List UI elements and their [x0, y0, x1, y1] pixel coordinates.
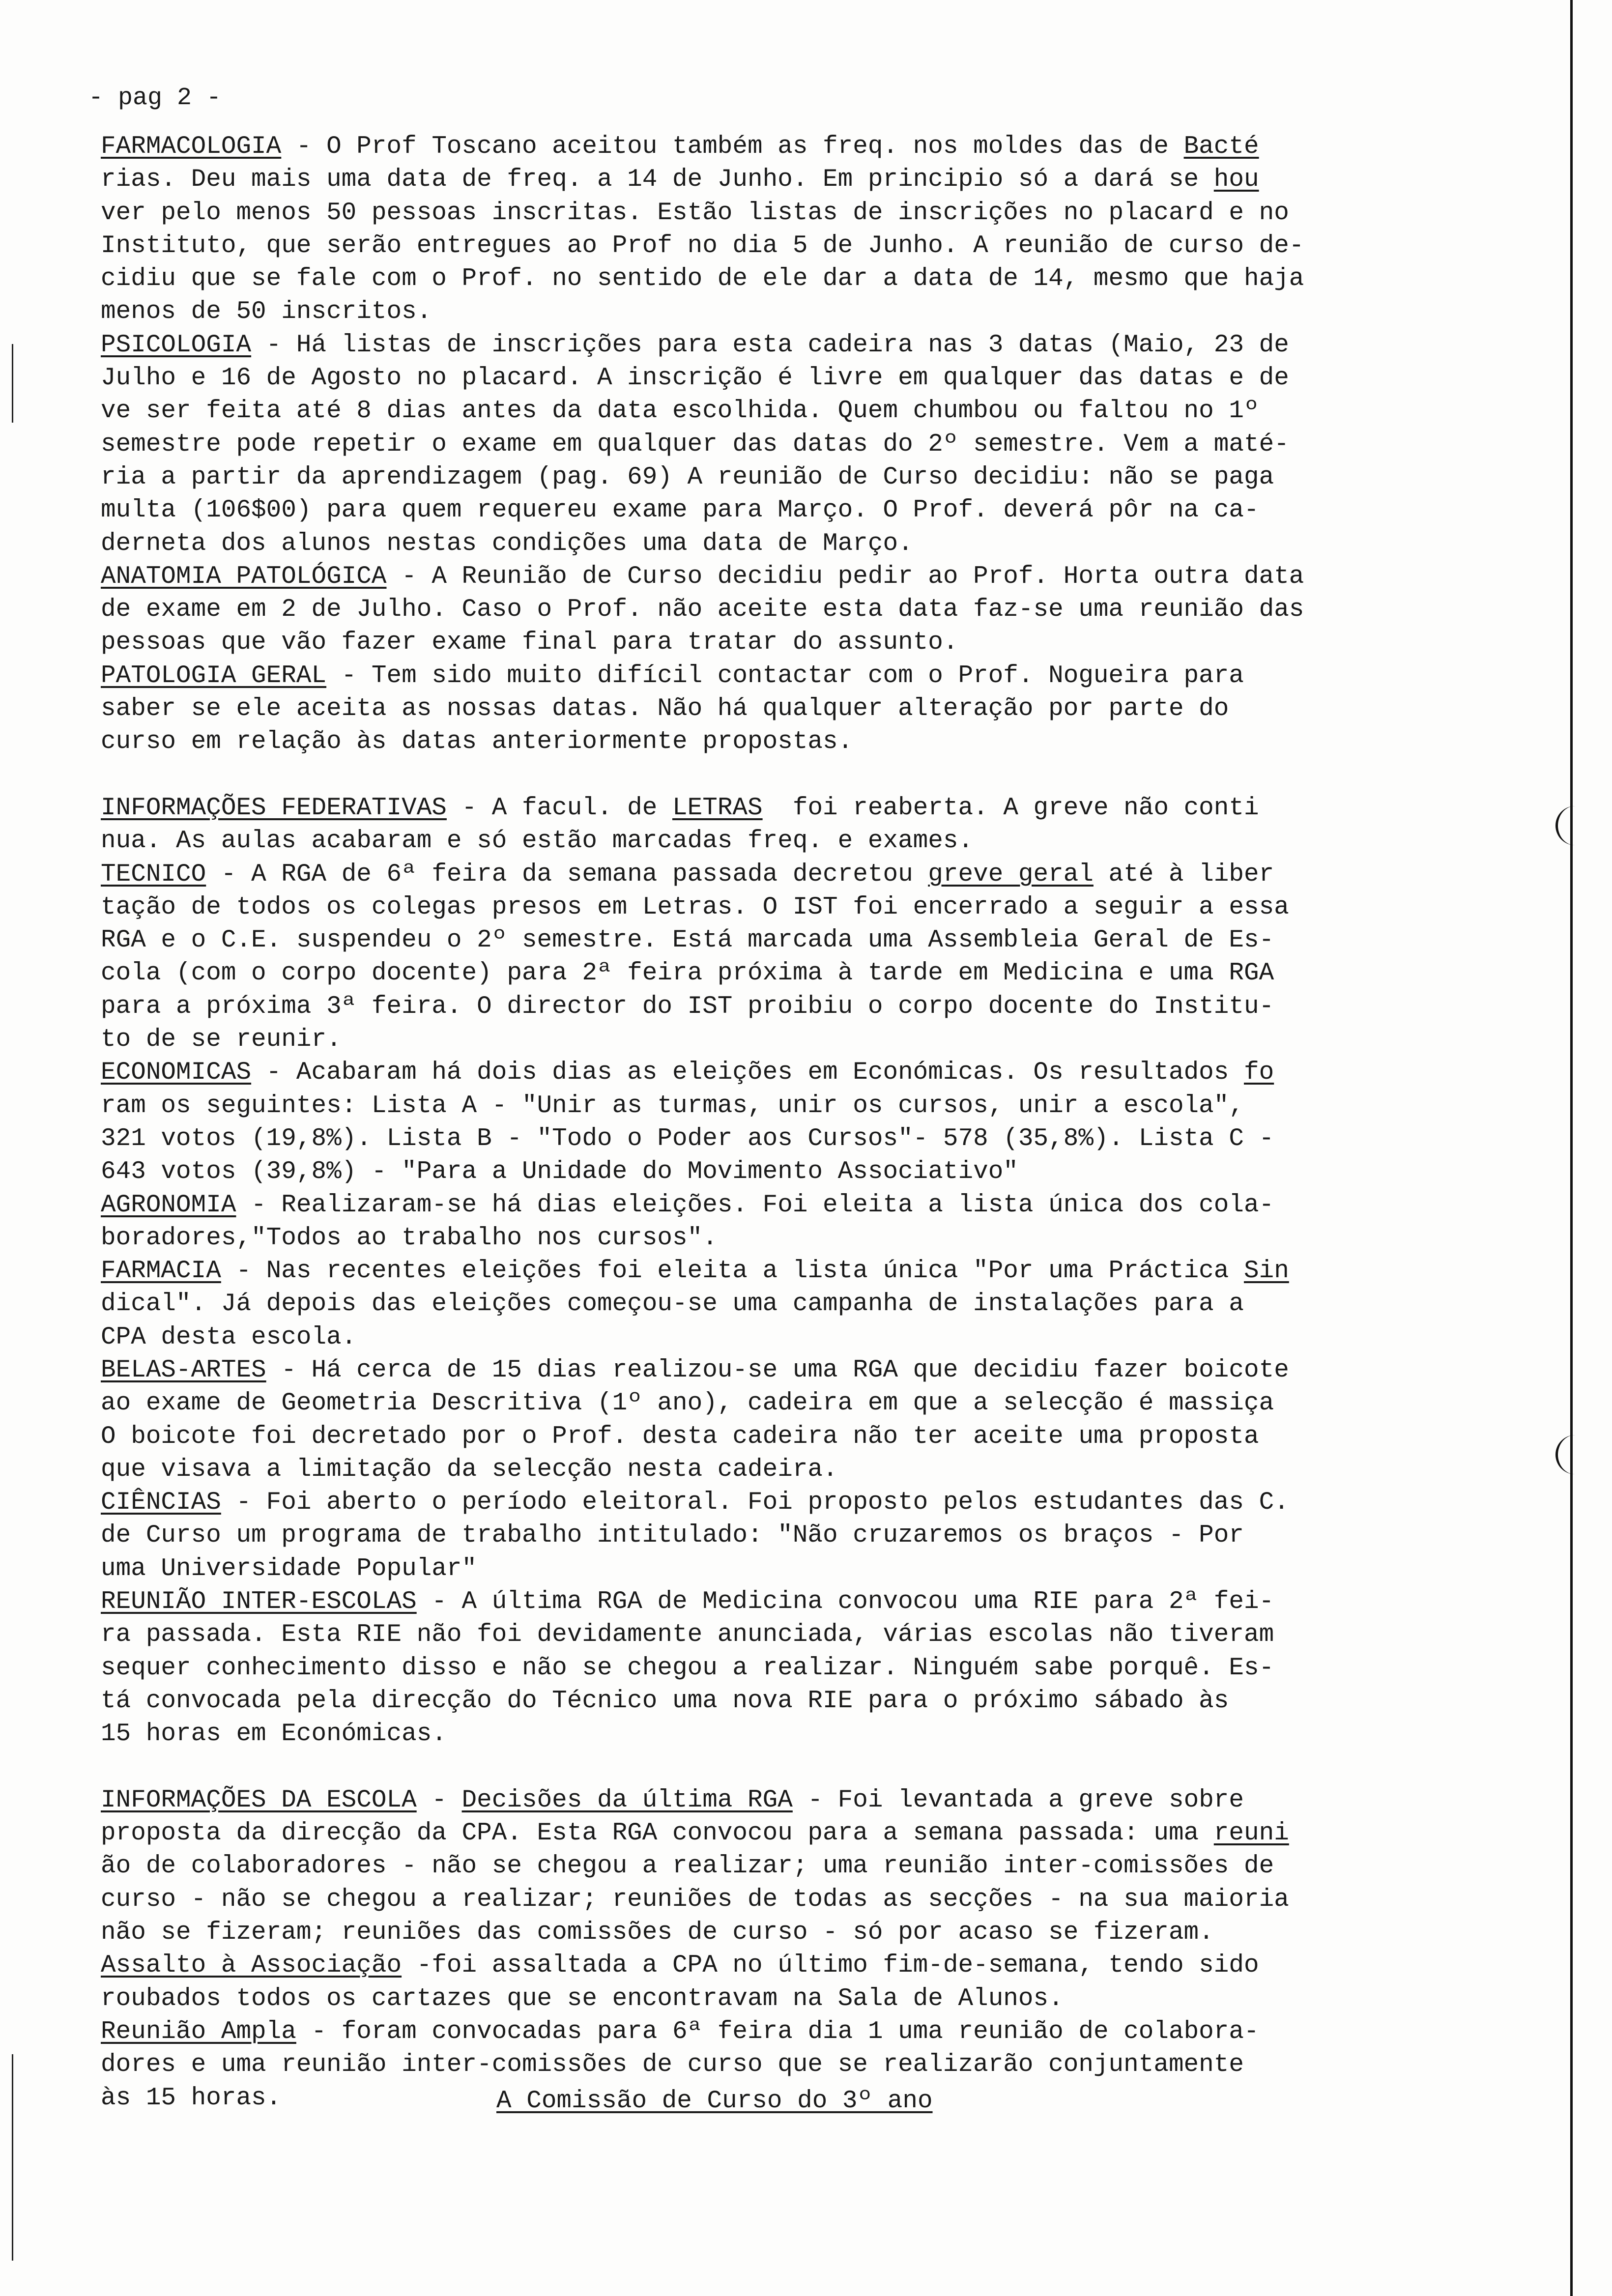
text-segment: saber se ele aceita as nossas datas. Não há qualquer alteração por parte do: [101, 695, 1229, 723]
underlined-heading: INFORMAÇÕES DA ESCOLA: [101, 1786, 417, 1814]
underlined-heading: ECONOMICAS: [101, 1059, 252, 1087]
text-line: [101, 560, 1570, 593]
text-line: [101, 891, 1570, 924]
text-line: [101, 1618, 1570, 1651]
text-line: [101, 1387, 1570, 1420]
text-line: [101, 1321, 1570, 1354]
text-line: [101, 1122, 1570, 1155]
text-line: [101, 825, 1570, 858]
text-line: [101, 1883, 1570, 1916]
text-segment: - Realizaram-se há dias eleições. Foi eleita a lista única dos cola-: [236, 1191, 1274, 1219]
underlined-heading: TECNICO: [101, 860, 206, 889]
underlined-heading: fo: [1244, 1059, 1274, 1087]
text-segment: para a próxima 3ª feira. O director do IST proibiu o corpo docente do Institu-: [101, 992, 1274, 1021]
text-segment: nua. As aulas acabaram e só estão marcadas freq. e exames.: [101, 827, 974, 856]
text-line: [101, 1420, 1570, 1453]
underlined-heading: hou: [1213, 166, 1259, 194]
text-segment: - A facul. de: [446, 794, 672, 822]
text-segment: to de se reunir.: [101, 1026, 342, 1054]
text-segment: de Curso um programa de trabalho intitulado: "Não cruzaremos os braços - Por: [101, 1521, 1244, 1550]
text-segment: não se fizeram; reuniões das comissões de curso - só por acaso se fizeram.: [101, 1919, 1214, 1947]
text-segment: menos de 50 inscritos.: [101, 298, 432, 326]
text-segment: -foi assaltada a CPA no último fim-de-semana, tendo sido: [402, 1952, 1259, 1980]
text-segment: - O Prof Toscano aceitou também as freq. nos moldes das de: [281, 133, 1184, 161]
text-segment: foi reaberta. A greve não conti: [762, 794, 1259, 822]
text-segment: ria a partir da aprendizagem (pag. 69) A reunião de Curso decidiu: não se paga: [101, 463, 1274, 491]
page-edge-line: [1570, 0, 1573, 2296]
text-segment: O boicote foi decretado por o Prof. desta cadeira não ter aceite uma proposta: [101, 1422, 1259, 1451]
underlined-heading: BELAS-ARTES: [101, 1356, 266, 1384]
text-line: [101, 362, 1570, 395]
text-segment: 321 votos (19,8%). Lista B - "Todo o Poder aos Cursos"- 578 (35,8%). Lista C -: [101, 1124, 1274, 1153]
text-segment: ve ser feita até 8 dias antes da data escolhida. Quem chumbou ou faltou no 1º: [101, 397, 1259, 426]
underlined-heading: greve geral: [928, 860, 1094, 889]
text-line: [101, 197, 1570, 230]
text-segment: proposta da direcção da CPA. Esta RGA convocou para a semana passada: uma: [101, 1819, 1214, 1848]
text-segment: curso em relação às datas anteriormente propostas.: [101, 728, 853, 756]
text-line: [101, 262, 1570, 295]
text-segment: ver pelo menos 50 pessoas inscritas. Estão listas de inscrições no placard e no: [101, 199, 1289, 227]
blank-line: [101, 759, 1570, 792]
text-segment: sequer conhecimento disso e não se chegou a realizar. Ninguém sabe porquê. Es-: [101, 1654, 1274, 1682]
text-line: [101, 163, 1570, 196]
underlined-heading: PSICOLOGIA: [101, 331, 252, 359]
text-segment: - Há listas de inscrições para esta cadeira nas 3 datas (Maio, 23 de: [251, 331, 1289, 359]
text-line: [101, 1519, 1570, 1552]
text-line: [101, 1155, 1570, 1188]
underlined-heading: AGRONOMIA: [101, 1191, 236, 1219]
text-line: [101, 593, 1570, 626]
text-line: [101, 1784, 1570, 1817]
text-segment: - Tem sido muito difícil contactar com o Prof. Nogueira para: [326, 661, 1244, 690]
text-segment: ão de colaboradores - não se chegou a realizar; uma reunião inter-comissões de: [101, 1852, 1274, 1881]
text-line: [101, 725, 1570, 758]
text-segment: derneta dos alunos nestas condições uma data de Março.: [101, 529, 913, 558]
text-segment: que visava a limitação da selecção nesta cadeira.: [101, 1455, 838, 1484]
text-segment: até à liber: [1093, 860, 1274, 889]
text-segment: roubados todos os cartazes que se encontravam na Sala de Alunos.: [101, 1984, 1064, 2013]
text-segment: tá convocada pela direcção do Técnico uma nova RIE para o próximo sábado às: [101, 1687, 1229, 1715]
text-segment: curso - não se chegou a realizar; reuniões de todas as secções - na sua maioria: [101, 1885, 1289, 1914]
text-segment: Julho e 16 de Agosto no placard. A inscrição é livre em qualquer das datas e de: [101, 364, 1289, 393]
underlined-heading: ANATOMIA PATOLÓGICA: [101, 562, 387, 591]
text-segment: uma Universidade Popular": [101, 1554, 477, 1583]
margin-mark: [12, 2054, 13, 2261]
text-line: [101, 626, 1570, 659]
underlined-heading: Sin: [1243, 1257, 1289, 1286]
text-line: [101, 660, 1570, 692]
text-line: [101, 924, 1570, 957]
text-line: [101, 1189, 1570, 1222]
text-line: [101, 1023, 1570, 1056]
text-line: [101, 494, 1570, 527]
text-segment: cidiu que se fale com o Prof. no sentido de ele dar a data de 14, mesmo que haja: [101, 265, 1304, 293]
blank-line: [101, 1751, 1570, 1784]
text-line: [101, 1453, 1570, 1486]
underlined-heading: CIÊNCIAS: [101, 1489, 221, 1517]
text-line: [101, 1916, 1570, 1949]
text-line: [101, 957, 1570, 990]
text-segment: cola (com o corpo docente) para 2ª feira próxima à tarde em Medicina e uma RGA: [101, 959, 1274, 988]
text-line: [101, 1255, 1570, 1288]
underlined-heading: Bacté: [1183, 133, 1259, 161]
document-body: [101, 130, 1570, 2115]
text-segment: rias. Deu mais uma data de freq. a 14 de Junho. Em principio só a dará se: [101, 166, 1214, 194]
underlined-heading: Decisões da última RGA: [461, 1786, 793, 1814]
underlined-heading: Assalto à Associação: [101, 1952, 402, 1980]
text-line: [101, 1486, 1570, 1519]
text-segment: - Nas recentes eleições foi eleita a lista única "Por uma Práctica: [221, 1257, 1244, 1286]
text-line: [101, 295, 1570, 328]
text-line: [101, 1718, 1570, 1751]
text-segment: 643 votos (39,8%) - "Para a Unidade do Movimento Associativo": [101, 1158, 1018, 1186]
text-line: [101, 1949, 1570, 1982]
text-segment: ra passada. Esta RIE não foi devidamente anunciada, várias escolas não tiveram: [101, 1621, 1274, 1649]
page-number: - pag 2 -: [88, 84, 222, 112]
text-line: [101, 1222, 1570, 1255]
text-segment: 15 horas em Económicas.: [101, 1720, 447, 1749]
text-segment: dores e uma reunião inter-comissões de curso que se realizarão conjuntamente: [101, 2051, 1244, 2079]
text-segment: - Acabaram há dois dias as eleições em Económicas. Os resultados: [251, 1059, 1244, 1087]
underlined-heading: Reunião Ampla: [101, 2017, 296, 2046]
underlined-heading: reuni: [1213, 1819, 1289, 1848]
text-line: [101, 1354, 1570, 1387]
text-segment: boradores,"Todos ao trabalho nos cursos".: [101, 1224, 718, 1252]
text-segment: pessoas que vão fazer exame final para tratar do assunto.: [101, 629, 958, 657]
text-segment: RGA e o C.E. suspendeu o 2º semestre. Está marcada uma Assembleia Geral de Es-: [101, 926, 1274, 955]
text-line: [101, 858, 1570, 891]
text-line: [101, 2015, 1570, 2048]
text-segment: - Há cerca de 15 dias realizou-se uma RGA que decidiu fazer boicote: [266, 1356, 1289, 1384]
text-segment: ram os seguintes: Lista A - "Unir as turmas, unir os cursos, unir a escola",: [101, 1091, 1244, 1120]
text-line: [101, 1056, 1570, 1089]
text-line: [101, 1817, 1570, 1850]
text-segment: tação de todos os colegas presos em Letras. O IST foi encerrado a seguir a essa: [101, 893, 1289, 921]
text-line: [101, 1552, 1570, 1585]
text-line: [101, 329, 1570, 362]
text-segment: de exame em 2 de Julho. Caso o Prof. não aceite esta data faz-se uma reunião das: [101, 596, 1304, 624]
text-line: [101, 692, 1570, 725]
text-segment: - A Reunião de Curso decidiu pedir ao Prof. Horta outra data: [386, 562, 1304, 591]
underlined-heading: PATOLOGIA GERAL: [101, 661, 327, 690]
text-segment: - Foi levantada a greve sobre: [792, 1786, 1244, 1814]
text-segment: multa (106$00) para quem requereu exame para Março. O Prof. deverá pôr na ca-: [101, 496, 1259, 525]
text-line: [101, 1982, 1570, 2015]
text-line: [101, 428, 1570, 461]
text-line: [101, 1652, 1570, 1685]
text-segment: - Foi aberto o período eleitoral. Foi proposto pelos estudantes das C.: [221, 1489, 1289, 1517]
text-segment: Instituto, que serão entregues ao Prof no dia 5 de Junho. A reunião de curso de-: [101, 231, 1304, 260]
underlined-heading: LETRAS: [672, 794, 763, 822]
text-segment: - A RGA de 6ª feira da semana passada decretou: [206, 860, 928, 889]
text-line: [101, 130, 1570, 163]
underlined-heading: REUNIÃO INTER-ESCOLAS: [101, 1588, 417, 1616]
text-line: [101, 1288, 1570, 1320]
underlined-heading: INFORMAÇÕES FEDERATIVAS: [101, 794, 447, 822]
text-line: [101, 990, 1570, 1023]
text-segment: - foram convocadas para 6ª feira dia 1 uma reunião de colabora-: [296, 2017, 1259, 2046]
text-segment: às 15 horas.: [101, 2084, 282, 2112]
margin-mark: [12, 344, 13, 423]
text-line: [101, 395, 1570, 428]
text-line: [101, 2048, 1570, 2081]
text-line: [101, 792, 1570, 825]
text-segment: CPA desta escola.: [101, 1323, 357, 1351]
text-line: [101, 1090, 1570, 1122]
underlined-heading: FARMACIA: [101, 1257, 221, 1286]
text-segment: ao exame de Geometria Descritiva (1º ano), cadeira em que a selecção é massiça: [101, 1389, 1274, 1418]
text-segment: semestre pode repetir o exame em qualquer das datas do 2º semestre. Vem a maté-: [101, 430, 1289, 459]
text-line: [101, 1585, 1570, 1618]
text-line: [101, 461, 1570, 494]
text-segment: -: [416, 1786, 462, 1814]
text-line: [101, 1685, 1570, 1718]
text-segment: - A última RGA de Medicina convocou uma RIE para 2ª fei-: [416, 1588, 1274, 1616]
text-line: [101, 527, 1570, 560]
text-segment: dical". Já depois das eleições começou-se uma campanha de instalações para a: [101, 1290, 1244, 1319]
signature: A Comissão de Curso do 3º ano: [496, 2087, 933, 2115]
underlined-heading: FARMACOLOGIA: [101, 133, 282, 161]
text-line: [101, 230, 1570, 262]
text-line: [101, 1850, 1570, 1883]
